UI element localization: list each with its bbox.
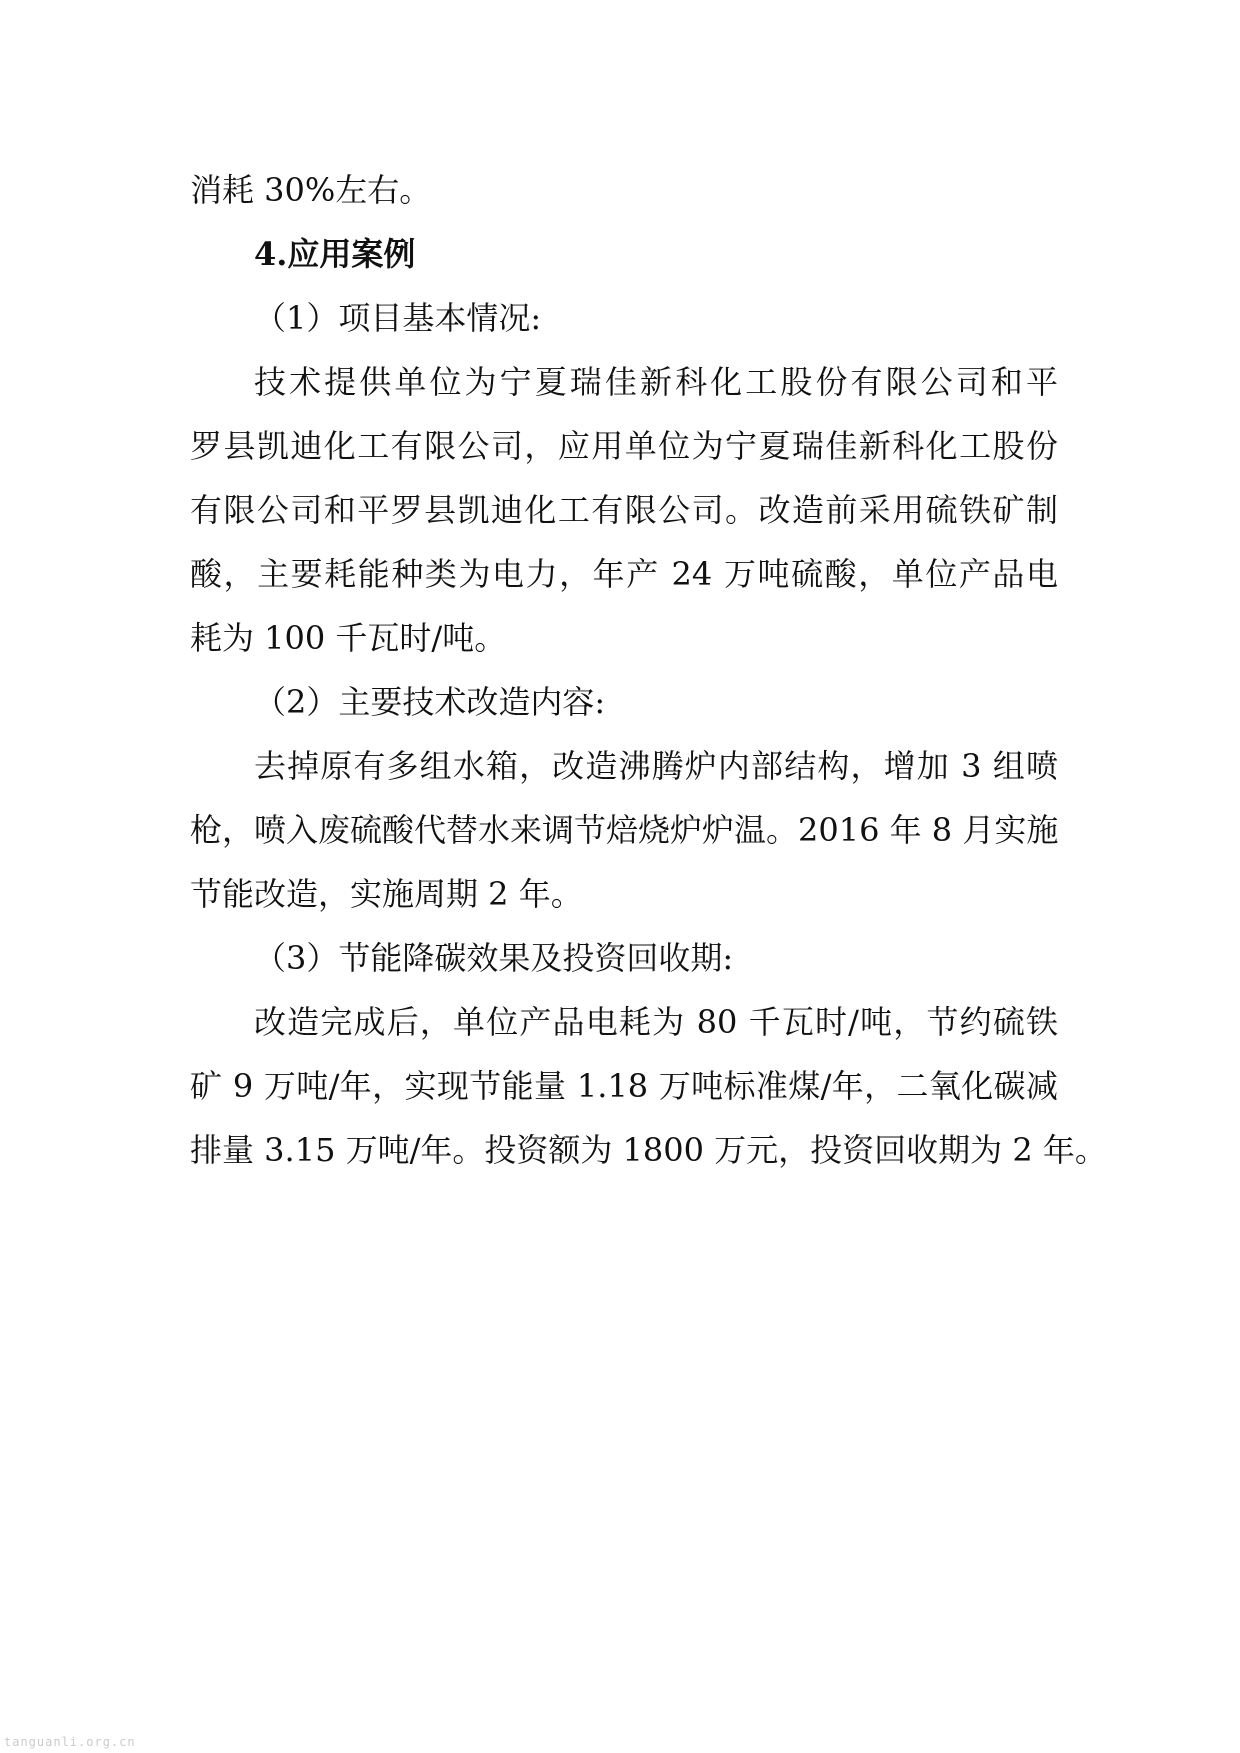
subsection-heading: （2）主要技术改造内容: xyxy=(254,683,606,721)
paragraph-line: 有限公司和平罗县凯迪化工有限公司。改造前采用硫铁矿制 xyxy=(190,491,1058,529)
paragraph-line: 节能改造，实施周期 2 年。 xyxy=(190,875,583,913)
paragraph-line: 酸，主要耗能种类为电力，年产 24 万吨硫酸，单位产品电 xyxy=(190,555,1058,593)
paragraph-line: 去掉原有多组水箱，改造沸腾炉内部结构，增加 3 组喷 xyxy=(254,747,1058,785)
paragraph-line: 消耗 30%左右。 xyxy=(190,171,432,209)
paragraph-line: 罗县凯迪化工有限公司，应用单位为宁夏瑞佳新科化工股份 xyxy=(190,427,1058,465)
body-text xyxy=(190,158,1107,1182)
paragraph-line: 排量 3.15 万吨/年。投资额为 1800 万元，投资回收期为 2 年。 xyxy=(190,1131,1107,1169)
watermark-text: tanguanli.org.cn xyxy=(4,1735,136,1749)
paragraph-line: 技术提供单位为宁夏瑞佳新科化工股份有限公司和平 xyxy=(254,363,1058,401)
paragraph-line: 改造完成后，单位产品电耗为 80 千瓦时/吨，节约硫铁 xyxy=(254,1003,1058,1041)
section-heading: 4.应用案例 xyxy=(254,235,416,273)
subsection-heading: （1）项目基本情况: xyxy=(254,299,542,337)
subsection-heading: （3）节能降碳效果及投资回收期: xyxy=(254,939,734,977)
paragraph-line: 耗为 100 千瓦时/吨。 xyxy=(190,619,507,657)
paragraph-line: 矿 9 万吨/年，实现节能量 1.18 万吨标准煤/年，二氧化碳减 xyxy=(190,1067,1058,1105)
paragraph-line: 枪，喷入废硫酸代替水来调节焙烧炉炉温。2016 年 8 月实施 xyxy=(190,811,1059,849)
